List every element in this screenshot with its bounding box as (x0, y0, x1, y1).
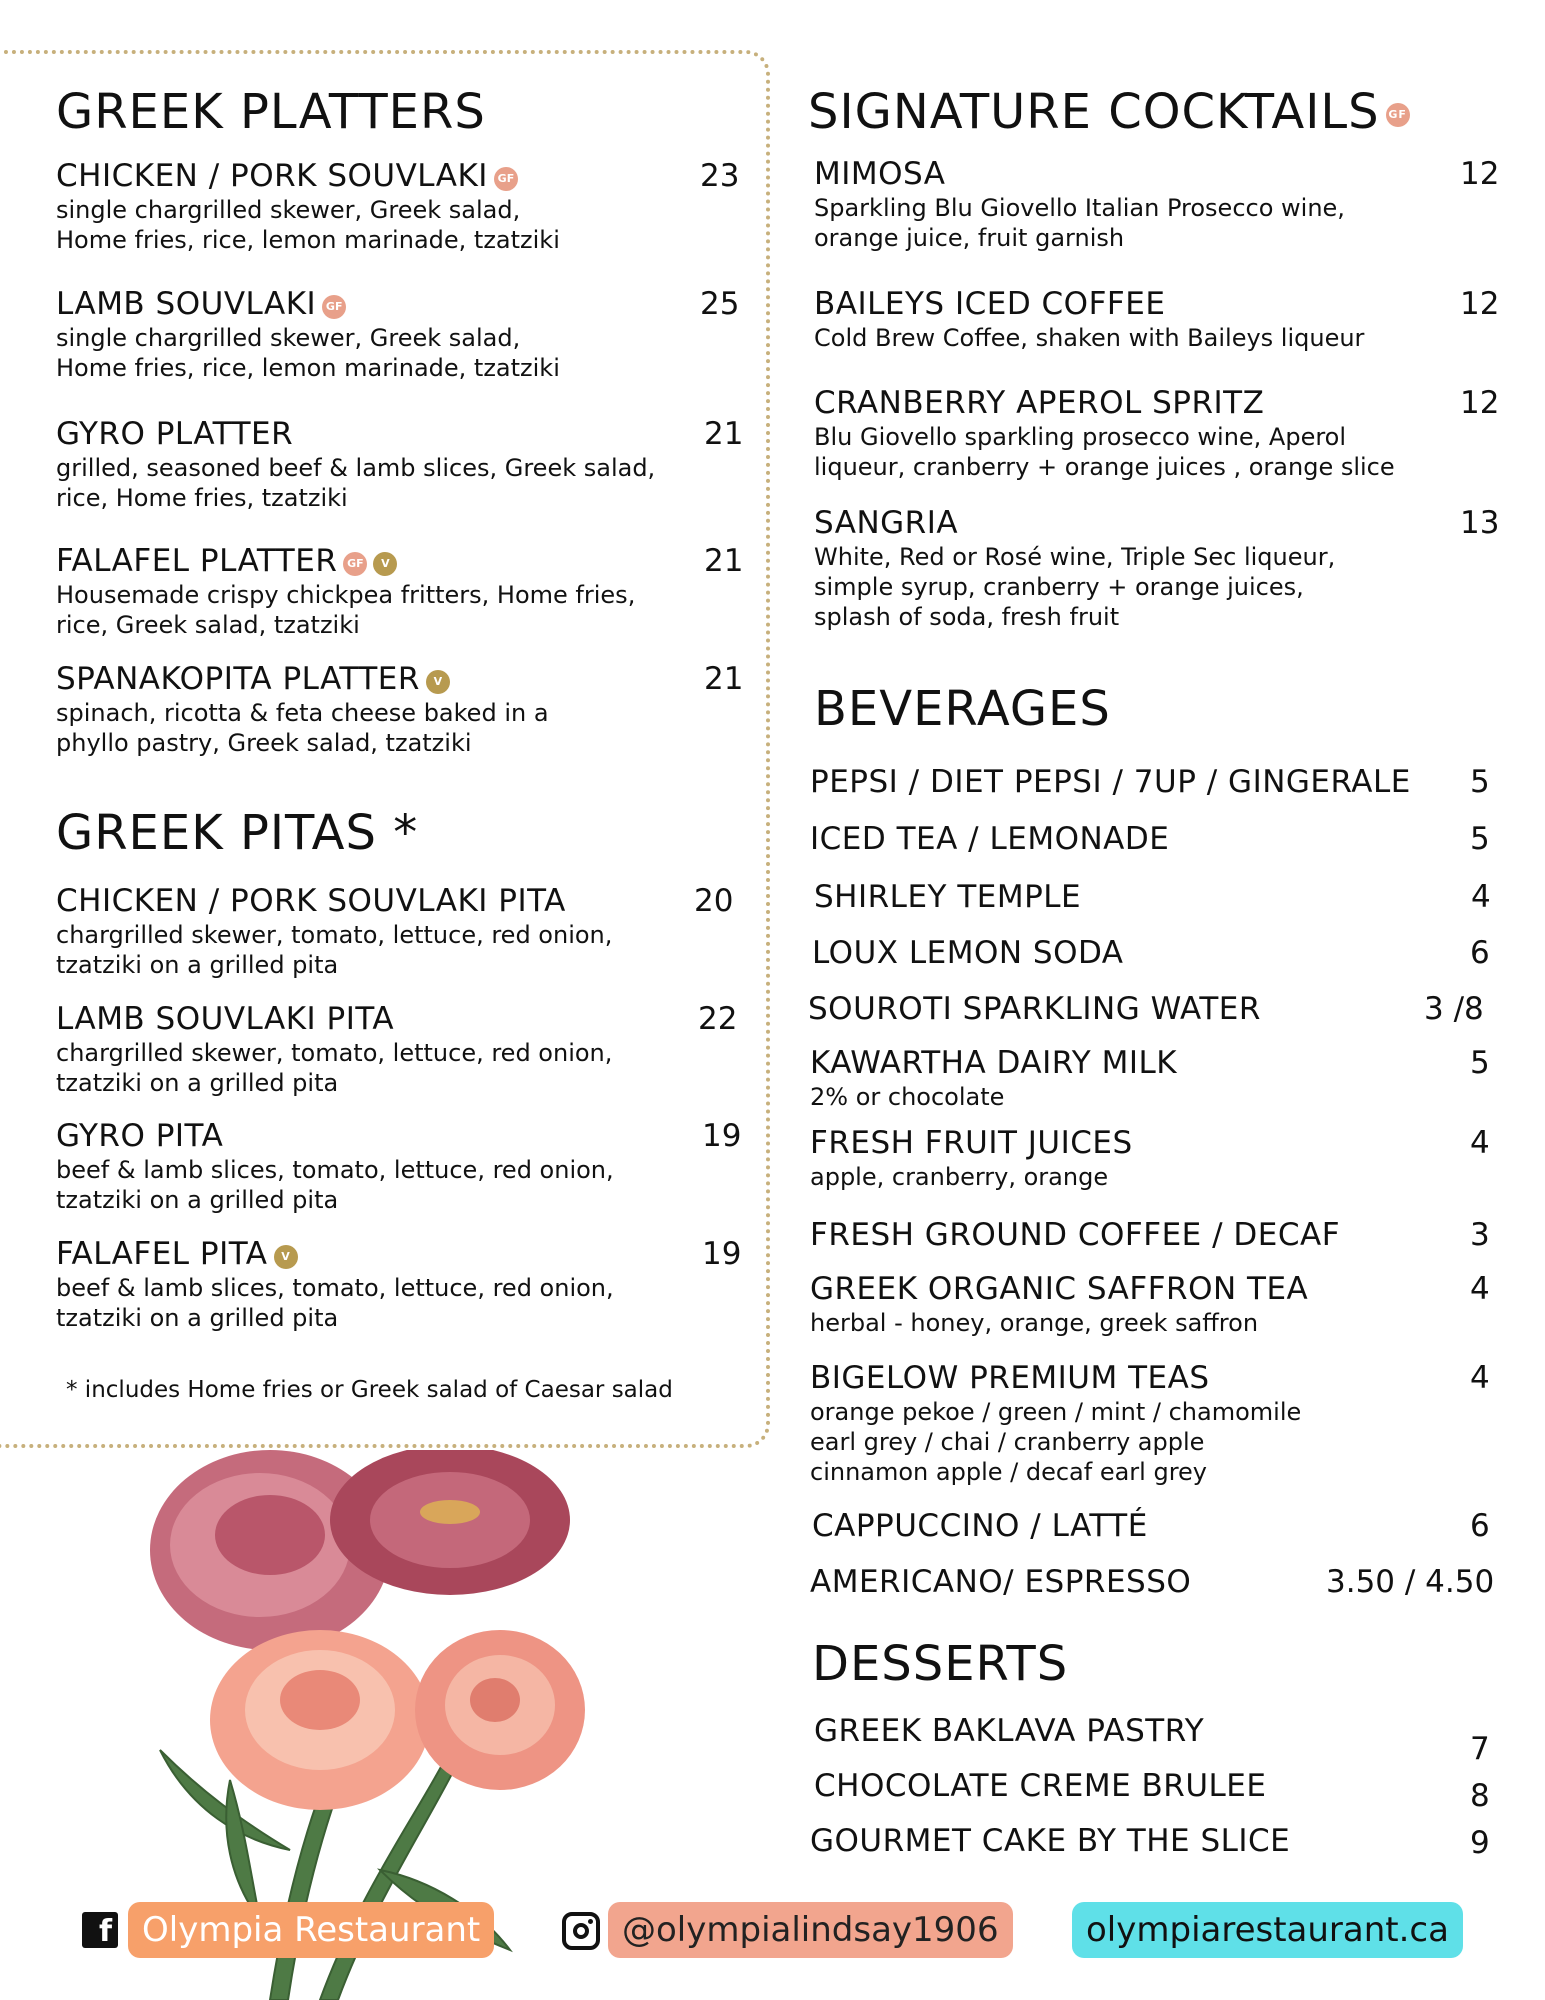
item-price: 20 (694, 883, 734, 919)
menu-item (814, 505, 1500, 632)
item-description: chargrilled skewer, tomato, lettuce, red onion, tzatziki on a grilled pita (56, 1039, 613, 1097)
item-name: FALAFEL PITA (56, 1236, 268, 1272)
item-description: chargrilled skewer, tomato, lettuce, red onion, tzatziki on a grilled pita (56, 921, 613, 979)
item-name: FRESH GROUND COFFEE / DECAF (810, 1217, 1341, 1253)
menu-item (814, 879, 1491, 915)
item-name: GYRO PITA (56, 1118, 224, 1154)
menu-item (810, 821, 1490, 857)
menu-item (814, 286, 1500, 353)
menu-item (56, 883, 734, 980)
menu-item (56, 416, 744, 513)
vegetarian-icon: V (426, 670, 450, 694)
website-link[interactable]: olympiarestaurant.ca (1072, 1902, 1463, 1958)
facebook-link[interactable]: Olympia Restaurant (128, 1902, 494, 1958)
menu-item (814, 156, 1500, 253)
item-name: SANGRIA (814, 505, 959, 541)
item-description: Sparkling Blu Giovello Italian Prosecco wine, orange juice, fruit garnish (814, 194, 1345, 252)
menu-item (814, 385, 1500, 482)
menu-item (810, 1360, 1490, 1487)
menu-item (814, 1768, 1490, 1814)
item-name: SOUROTI SPARKLING WATER (808, 991, 1261, 1027)
menu-item (810, 1125, 1490, 1192)
item-name: CHICKEN / PORK SOUVLAKI PITA (56, 883, 566, 919)
item-price: 6 (1470, 935, 1490, 971)
item-price: 5 (1470, 821, 1490, 857)
item-price: 12 (1460, 385, 1500, 421)
item-description: beef & lamb slices, tomato, lettuce, red onion, tzatziki on a grilled pita (56, 1156, 614, 1214)
item-price: 12 (1460, 286, 1500, 322)
item-description: orange pekoe / green / mint / chamomile earl grey / chai / cranberry apple cinnamon apple / decaf earl grey (810, 1398, 1302, 1486)
item-price: 21 (704, 543, 744, 579)
item-price: 19 (702, 1118, 742, 1154)
item-price: 19 (702, 1236, 742, 1272)
item-name: FRESH FRUIT JUICES (810, 1125, 1133, 1161)
item-price: 7 (1470, 1731, 1490, 1767)
item-name: BAILEYS ICED COFFEE (814, 286, 1166, 322)
item-description: Blu Giovello sparkling prosecco wine, Aperol liqueur, cranberry + orange juices , orange slice (814, 423, 1395, 481)
menu-item (56, 1236, 742, 1333)
item-price: 5 (1470, 764, 1490, 800)
item-name: SHIRLEY TEMPLE (814, 879, 1082, 915)
item-name: GOURMET CAKE BY THE SLICE (810, 1823, 1291, 1859)
vegetarian-icon: V (373, 552, 397, 576)
item-price: 4 (1470, 1125, 1490, 1161)
item-name: KAWARTHA DAIRY MILK (810, 1045, 1178, 1081)
item-price: 8 (1470, 1778, 1490, 1814)
item-name: GREEK ORGANIC SAFFRON TEA (810, 1271, 1309, 1307)
item-price: 4 (1471, 879, 1491, 915)
menu-item (810, 1271, 1490, 1338)
menu-item (56, 661, 744, 758)
item-description: herbal - honey, orange, greek saffron (810, 1309, 1259, 1337)
item-price: 23 (700, 158, 740, 194)
item-name: MIMOSA (814, 156, 946, 192)
menu-item (810, 1217, 1490, 1253)
menu-item (810, 1823, 1490, 1861)
menu-item (56, 1001, 738, 1098)
item-name: LOUX LEMON SODA (812, 935, 1124, 971)
item-name: FALAFEL PLATTER (56, 543, 338, 579)
item-name: PEPSI / DIET PEPSI / 7UP / GINGERALE (810, 764, 1411, 800)
item-description: Cold Brew Coffee, shaken with Baileys liqueur (814, 324, 1365, 352)
item-description: apple, cranberry, orange (810, 1163, 1109, 1191)
item-name: LAMB SOUVLAKI PITA (56, 1001, 395, 1037)
menu-item (56, 1118, 742, 1215)
instagram-link[interactable]: @olympialindsay1906 (608, 1902, 1013, 1958)
item-price: 13 (1460, 505, 1500, 541)
desserts-title: DESSERTS (812, 1636, 1069, 1692)
beverages-title: BEVERAGES (814, 681, 1111, 737)
menu-item (810, 1045, 1490, 1112)
item-price: 6 (1470, 1508, 1490, 1544)
item-description: single chargrilled skewer, Greek salad, Home fries, rice, lemon marinade, tzatziki (56, 196, 560, 254)
item-description: spinach, ricotta & feta cheese baked in a phyllo pastry, Greek salad, tzatziki (56, 699, 549, 757)
menu-item (812, 935, 1490, 971)
item-name: AMERICANO/ ESPRESSO (810, 1564, 1192, 1600)
menu-item (812, 1508, 1490, 1544)
item-price: 5 (1470, 1045, 1490, 1081)
signature-cocktails-title: SIGNATURE COCKTAILS GF (808, 84, 1410, 140)
item-name: SPANAKOPITA PLATTER (56, 661, 420, 697)
item-price: 12 (1460, 156, 1500, 192)
gluten-free-icon: GF (322, 295, 346, 319)
item-name: ICED TEA / LEMONADE (810, 821, 1170, 857)
gluten-free-icon: GF (343, 552, 367, 576)
menu-item (810, 764, 1490, 800)
pitas-footnote: * includes Home fries or Greek salad of Caesar salad (66, 1377, 673, 1403)
gluten-free-icon: GF (1386, 103, 1410, 127)
item-name: CAPPUCCINO / LATTÉ (812, 1508, 1148, 1544)
item-price: 3 (1470, 1217, 1490, 1253)
menu-item (56, 543, 744, 640)
item-name: BIGELOW PREMIUM TEAS (810, 1360, 1210, 1396)
item-price: 3.50 / 4.50 (1326, 1564, 1495, 1600)
menu-item (808, 991, 1484, 1027)
item-price: 4 (1470, 1360, 1490, 1396)
gluten-free-icon: GF (494, 167, 518, 191)
item-description: White, Red or Rosé wine, Triple Sec liqueur, simple syrup, cranberry + orange juices, splash of soda, fresh fruit (814, 543, 1336, 631)
greek-pitas-title: GREEK PITAS * (56, 805, 419, 861)
item-price: 21 (704, 661, 744, 697)
item-price: 21 (704, 416, 744, 452)
item-price: 25 (700, 286, 740, 322)
item-name: LAMB SOUVLAKI (56, 286, 317, 322)
menu-item (56, 286, 740, 383)
item-name: CHOCOLATE CREME BRULEE (814, 1768, 1267, 1804)
instagram-icon[interactable] (562, 1912, 600, 1950)
greek-platters-title: GREEK PLATTERS (56, 84, 486, 140)
item-price: 22 (698, 1001, 738, 1037)
item-description: single chargrilled skewer, Greek salad, Home fries, rice, lemon marinade, tzatziki (56, 324, 560, 382)
item-description: grilled, seasoned beef & lamb slices, Greek salad, rice, Home fries, tzatziki (56, 454, 656, 512)
item-price: 4 (1470, 1271, 1490, 1307)
item-price: 3 /8 (1424, 991, 1484, 1027)
item-description: 2% or chocolate (810, 1083, 1005, 1111)
item-price: 9 (1470, 1825, 1490, 1861)
item-name: CRANBERRY APEROL SPRITZ (814, 385, 1265, 421)
item-name: CHICKEN / PORK SOUVLAKI (56, 158, 488, 194)
facebook-icon[interactable]: f (82, 1912, 118, 1948)
item-description: Housemade crispy chickpea fritters, Home fries, rice, Greek salad, tzatziki (56, 581, 636, 639)
menu-item (810, 1564, 1495, 1600)
item-name: GYRO PLATTER (56, 416, 294, 452)
menu-item (56, 158, 740, 255)
item-name: GREEK BAKLAVA PASTRY (814, 1713, 1205, 1749)
item-description: beef & lamb slices, tomato, lettuce, red onion, tzatziki on a grilled pita (56, 1274, 614, 1332)
menu-item (814, 1713, 1490, 1767)
vegetarian-icon: V (274, 1245, 298, 1269)
